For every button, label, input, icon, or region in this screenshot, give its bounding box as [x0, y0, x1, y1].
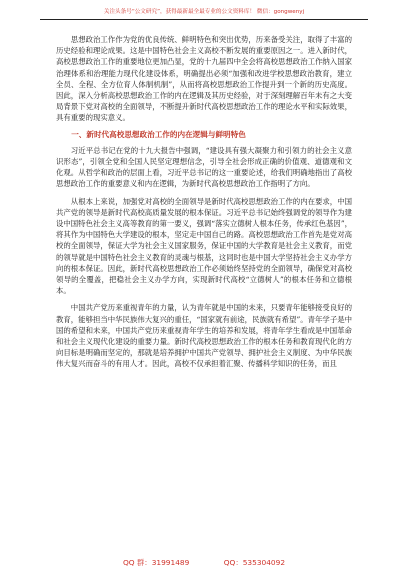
document-body — [56, 34, 352, 370]
footer-qq: QQ：535304092 — [223, 558, 286, 567]
page-footer — [40, 558, 368, 568]
footer-qq-group: QQ 群：31991489 — [122, 558, 190, 567]
paragraph-section1-3: 中国共产党历来重视青年的力量，认为青年就是中国的未来，只要青年能够接受良好的教育，能够担当中华民族伟大复兴的重任，“国家就有前途，民族就有希望”。青年学子是中国的希望和未来，中国共产党历来重视青年学生的培养和发展，将青年学生看成是中国革命和社会主义现代化建设的重要力量。新时代高校思想政治工作的根本任务和教育现代化的方向目标是明确而坚定的，那就是培养拥护中国共产党领导、拥护社会主义制度、为中华民族伟大复兴而奋斗的有用人才。因此，高校不仅承担着汇聚、传播科学知识的任务，而且 — [56, 303, 352, 369]
paragraph-intro: 思想政治工作作为党的优良传统、鲜明特色和突出优势，历来备受关注，取得了丰富的历史经验和理论成果。这是中国特色社会主义高校不断发展的重要原因之一。进入新时代，高校思想政治工作的重要地位更加凸显，党的十九届四中全会将高校思想政治工作纳入国家治理体系和治理能力现代化建设体系，明确提出必须“加强和改进学校思想政治教育，建立全员、全程、全方位育人体制机制”，从而将高校思想政治工作提升到一个新的历史高度。因此，深入分析高校思想政治工作的内在逻辑及其历史经验，对于深刻理解百年未有之大变局背景下党对高校的全面领导，不断提升新时代高校思想政治工作的理论水平和实际效果，具有重要的现实意义。 — [56, 35, 352, 123]
page-header: 关注头条号“公文研究”，获得最新最全最专业的公文资料库！ 微信：gongwenyj — [103, 9, 305, 15]
section-heading: 一、新时代高校思想政治工作的内在逻辑与鲜明特色 — [71, 129, 246, 139]
paragraph-section1-1: 习近平总书记在党的十九大报告中强调，“建设具有强大凝聚力和引领力的社会主义意识形态”，引领全党和全国人民坚定理想信念，引导全社会形成正确的价值观、道德观和文化观。从哲学和政治的层面上看，习近平总书记的这一重要论述，给我们明确地指出了高校思想政治工作的重要意义和内在逻辑，为新时代高校思想政治工作指明了方向。 — [56, 145, 352, 189]
paragraph-section1-2: 从根本上来说，加强党对高校的全面领导是新时代高校思想政治工作的内在要求，中国共产党的领导是新时代高校高质量发展的根本保证。习近平总书记始终强调党的领导作为建设中国特色社会主义高等教育的第一要义，强调“落实立德树人根本任务，传承红色基因”，将其作为中国特色大学建设的根本，坚定走中国自己的路。高校思想政治工作首先是党对高校的全面领导，保证大学为社会主义国家服务，保证中国的大学教育是社会主义教育，而党的领导就是中国特色社会主义教育的灵魂与根基，这同时也是中国大学坚持社会主义办学方向的根本保证。因此，新时代高校思想政治工作必须始终坚持党的全面领导，确保党对高校领导的全覆盖，把稳社会主义办学方向，实现新时代高校“立德树人”的根本任务和立德根本。 — [56, 196, 352, 296]
header-rule — [40, 19, 368, 20]
